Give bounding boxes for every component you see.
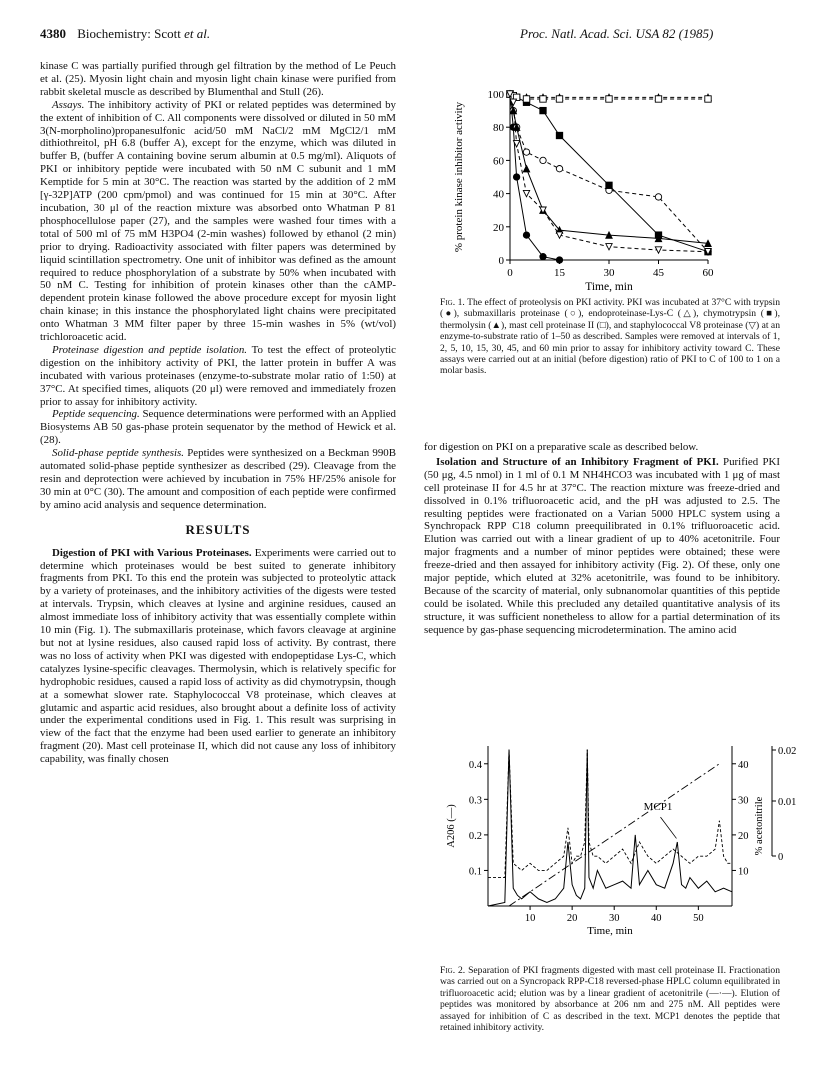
y-tick-label: 0.3 [468, 795, 482, 807]
data-point [540, 96, 546, 102]
y-tick-label: 60 [493, 155, 504, 168]
x-tick-label: 45 [653, 267, 664, 279]
a275-tick-label: 0.01 [778, 797, 797, 808]
data-point [540, 157, 546, 163]
data-point [513, 174, 519, 180]
paragraph-body: To test the effect of proteolytic digestion on the inhibitory activity of PKI, the latter protein in buffer A was incubated with various proteinases (enzyme-to-substrate molar ratio of 1:50) at 37°C. At specified times, aliquots (20 μl) were removed and immediately frozen prior to assay for inhibitory activity. [40, 343, 396, 408]
data-point [540, 107, 546, 113]
paragraph-body: Peptides were synthesized on a Beckman 990B automated solid-phase peptide synthesizer as described (29). Cleavage from the resin and deprotection were achieved by incubation in 75% HF/25% anisole for 30 min at 0°C (30). The amount and composition of each peptide were confirmed by amino acid analysis and sequence determination. [40, 447, 396, 511]
y-tick-label: 20 [493, 221, 504, 234]
a275-tick-label: 0 [778, 852, 784, 863]
y-axis-label: % protein kinase inhibitor activity [453, 101, 465, 253]
running-head: Biochemistry: Scott [77, 26, 181, 41]
acn-tick-label: 20 [738, 830, 749, 842]
paragraph [424, 456, 780, 637]
paragraph-body: Sequence determinations were performed with an Applied Biosystems AB 50 gas-phase protein sequenator by the method of Hewick et al. (28). [40, 408, 396, 447]
running-head-etal: et al. [184, 26, 211, 41]
y-tick-label: 0.4 [468, 759, 482, 771]
data-point [655, 194, 661, 200]
paragraph-body: The inhibitory activity of PKI or related peptides was determined by the extent of inhibition of C. All components were dissolved or diluted in 50 mM 3(N-morpholino)propanesulfonic acid/50 mM NaCl/2 mM MgCl2/1 mM dithiothreitol, pH 6.8 (buffer A), except for the enzyme, which was diluted in buffer B, (buffer A containing bovine serum albumin at 0.5 mg/ml). Aliquots of PKI or inhibitory peptide were incubated with 50 nM C subunit and 1 mM Kemptide for 5 min at 30°C. The reaction was started by the addition of 2 mM [γ-32P]ATP (200 cpm/pmol) and was continued for 15 min at 30°C. After incubation, 30 μl of the reaction mixture was absorbed onto Whatman P 81 phosphocellulose paper (27), and the samples were washed four times with a total of 500 ml of 75 mM H3PO4 (2-min washes) followed by ethanol (2 min) prior to drying. Radioactivity associated with filter papers was determined by liquid scintillation spectrometry. One unit of inhibitor was defined as the amount required to reduce phosphorylation of a substrate by 50% when incubated with 50 nM C. Testing for inhibition of protein kinases other than the cAMP-dependent protein kinase followed the above procedure except for myosin light chain kinase; in this instance the phosphorylated light chains were precipitated onto Whatman 3 MM filter paper by three 15-min washes in 5% (wt/vol) trichloroacetic acid. [40, 98, 397, 344]
page-header-right: Proc. Natl. Acad. Sci. USA 82 (1985) [520, 26, 714, 41]
data-point [556, 132, 562, 138]
data-point [606, 96, 612, 102]
data-point [556, 232, 562, 238]
x-tick-label: 0 [507, 267, 513, 279]
paragraph-body: Experiments were carried out to determine which proteinases would be best suited to generate inhibitory fragments from PKI. To this end the protein was subjected to proteolytic attack by a variety of proteinases, and the inhibitory activities of the digests were tested at intervals. Trypsin, which cleaves at lysine and arginine residues, caused an almost immediate loss of inhibitory activity that was essentially complete within 10 min (Fig. 1). The submaxillaris proteinase, which favors cleavage at arginine but not at lysine residues, also caused rapid loss of activity. By contrast, there was no loss of activity when PKI was digested with endopeptidase Lys-C, which catalyzes lysine-specific cleavages. Thermolysin, which is relatively specific for hydrophobic residues, caused a rapid loss of activity as did chymotrypsin, though at a somewhat slower rate. Staphylococcal V8 proteinase, which cleaves at glutamic and aspartic acid residues, also brought about a definite loss of activity under the experimental conditions used in Fig. 1. This result was surprising in view of the fact that the enzyme had been used earlier to generate an inhibitory fragment (20). Mast cell proteinase II, which did not cause any loss of inhibitory capability, was finally chosen [40, 546, 396, 766]
figure-1-chart [448, 82, 738, 292]
mcp1-pointer [660, 817, 676, 838]
paragraph-lead: Assays. [52, 98, 85, 111]
caption-label: Fig. 2. [440, 965, 466, 976]
a275-tick-label: 0.02 [778, 746, 797, 757]
data-point [556, 96, 562, 102]
mcp1-annotation: MCP1 [643, 801, 673, 813]
paragraph-lead: Digestion of PKI with Various Proteinases. [52, 546, 252, 559]
paragraph: kinase C was partially purified through gel filtration by the method of Le Peuch et al. (25). Myosin light chain and myosin light chain kinase were purified from rabbit skeletal muscle as described by Blumenthal and Stull (26). [40, 60, 396, 98]
series-line [510, 94, 708, 252]
acn-axis-label: % acetonitrile [754, 796, 765, 856]
paragraph [40, 344, 396, 409]
x-tick-label: 50 [693, 913, 704, 924]
caption-text: Separation of PKI fragments digested with mast cell proteinase II. Fractionation was carried out on a Syncropack RPP-C18 reversed-phase HPLC column equilibrated in trifluoroacetic acid; elution was by a linear gradient of acetonitrile (—·—). Elution of peptides was monitored by absorbance at 206 nm and 275 nM. All peptides were assayed for inhibition of C as described in the text. MCP1 denotes the peptide that retained inhibitory activity. [440, 965, 781, 1034]
paragraph [40, 547, 396, 766]
a275-trace [488, 750, 732, 878]
left-column [40, 60, 396, 766]
x-tick-label: 10 [524, 913, 536, 924]
acn-tick-label: 10 [738, 866, 749, 878]
data-point [556, 257, 562, 263]
paragraph [40, 447, 396, 512]
series-line [510, 94, 708, 252]
x-tick-label: 60 [702, 267, 714, 279]
figure-2-chart [440, 738, 800, 948]
data-point [606, 182, 612, 188]
paragraph [40, 408, 396, 447]
a206-trace [488, 750, 732, 906]
y-tick-label: 0.2 [468, 830, 482, 842]
paragraph-body: Purified PKI (50 μg, 4.5 nmol) in 1 ml of 0.1 M NH4HCO3 was incubated with 1 μg of mast cell proteinase II for 4.5 hr at 37°C. The reaction mixture was freeze-dried and dissolved in 0.1% trifluoroacetic acid, and the pH was adjusted to 2.5. The resulting peptides were fractionated on a Varian 5000 HPLC system using a Synchropack RPP C18 column preequilibrated in 0.1% trifluoroacetic acid. Elution was carried out with a linear gradient of up to 40% acetonitrile. Four major fragments and a number of minor peptides were obtained; these were freeze-dried and then assayed for inhibitory activity (Fig. 2). Of these, only one major peptide, which eluted at 32% acetonitrile, was found to be inhibitory. Because of the scarcity of material, only subnanomolar quantities of this peptide could be isolated. While this precluded any detailed quantitative analysis of its structure, it was sufficient nonetheless to allow for a partial determination of its sequence by gas-phase sequencing microdetermination. The amino acid [424, 455, 780, 636]
x-axis-label: Time, min [585, 281, 633, 292]
data-point [523, 166, 529, 172]
y-tick-label: 40 [493, 188, 504, 201]
data-point [523, 232, 529, 238]
x-tick-label: 20 [566, 913, 578, 924]
data-point [540, 253, 546, 259]
x-tick-label: 30 [603, 267, 615, 279]
paragraph-lead: Solid-phase peptide synthesis. [52, 447, 184, 460]
x-axis-label: Time, min [587, 925, 633, 937]
data-point [523, 96, 529, 102]
paragraph-lead: Peptide sequencing. [52, 408, 140, 421]
x-tick-label: 30 [608, 913, 620, 924]
y-tick-label: 100 [487, 89, 504, 101]
data-point [523, 190, 529, 196]
y-tick-label: 80 [493, 122, 504, 135]
caption-label: Fig. 1. [440, 297, 465, 308]
y-tick-label: 0 [498, 255, 504, 267]
series-line [510, 94, 708, 243]
right-column [424, 441, 780, 637]
data-point [523, 149, 529, 155]
x-tick-label: 40 [651, 913, 662, 924]
data-point [655, 96, 661, 102]
acn-tick-label: 30 [738, 795, 749, 807]
series-line [510, 94, 708, 252]
paragraph: for digestion on PKI on a preparative scale as described below. [424, 441, 699, 453]
data-point [606, 244, 612, 250]
page-number: 4380 [40, 26, 66, 41]
paragraph-lead: Proteinase digestion and peptide isolation. [52, 343, 247, 356]
y-tick-label: 0.1 [468, 866, 482, 878]
data-point [705, 96, 711, 102]
acn-tick-label: 40 [738, 759, 749, 771]
page-header-left [40, 26, 210, 42]
data-point [556, 166, 562, 172]
section-heading: RESULTS [185, 521, 251, 537]
paragraph [40, 99, 396, 344]
left-axis-label: A206 (—) [446, 804, 457, 848]
paragraph-lead: Isolation and Structure of an Inhibitory Fragment of PKI. [436, 455, 719, 468]
figure-2-caption [440, 965, 780, 1033]
x-tick-label: 15 [554, 267, 565, 279]
figure-1-caption [440, 297, 780, 377]
caption-text: The effect of proteolysis on PKI activity. PKI was incubated at 37°C with trypsin (●), submaxillaris proteinase (○), endoproteinase-Lys-C (△), chymotrypsin (■), thermolysin (▲), mast cell proteinase II (□), and staphylococcal V8 proteinase (▽) at an enzyme-to-substrate ratio of 1–50 as described. Samples were removed at intervals of 1, 2, 5, 10, 15, 30, 45, and 60 min prior to assay for inhibitory activity toward C. These assays were carried out at an initial (before digestion) ratio of PKI to C of 100 to 1 on a molar basis. [440, 297, 780, 377]
